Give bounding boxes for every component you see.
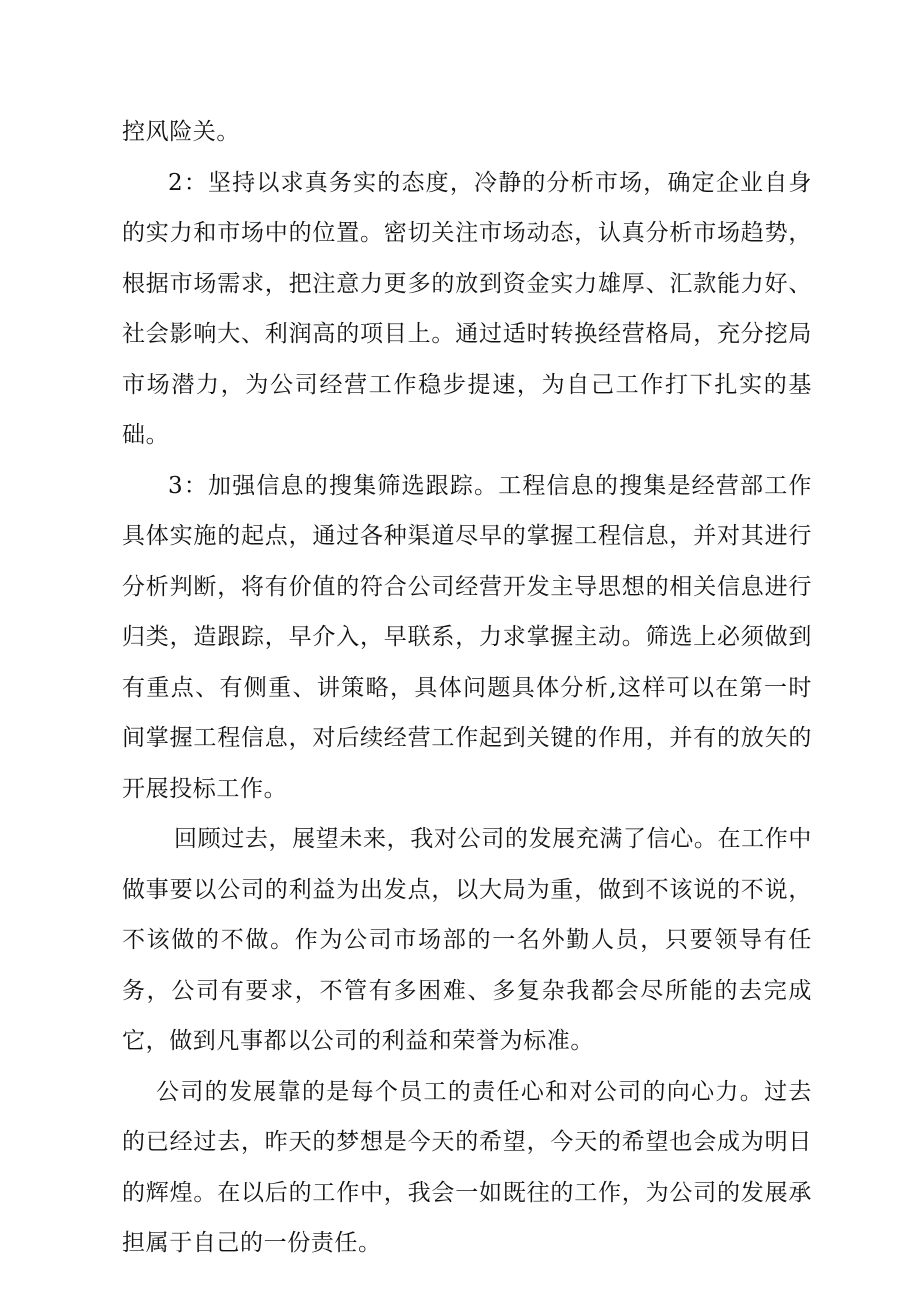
paragraph-conclusion: 公司的发展靠的是每个员工的责任心和对公司的向心力。过去的已经过去，昨天的梦想是今天的希望，今天的希望也会成为明日的辉煌。在以后的工作中，我会一如既往的工作，为公司的发展承担属于自己的一份责任。 — [122, 1078, 812, 1256]
document-body — [122, 107, 812, 1269]
paragraph-point-3: 3：加强信息的搜集筛选跟踪。工程信息的搜集是经营部工作具体实施的起点，通过各种渠道尽早的掌握工程信息，并对其进行分析判断，将有价值的符合公司经营开发主导思想的相关信息进行归类，造跟踪，早介入，早联系，力求掌握主动。筛选上必须做到有重点、有侧重、讲策略，具体问题具体分析,这样可以在第一时间掌握工程信息，对后续经营工作起到关键的作用，并有的放矢的开展投标工作。 — [122, 472, 812, 802]
paragraph-review: 回顾过去，展望未来，我对公司的发展充满了信心。在工作中做事要以公司的利益为出发点，以大局为重，做到不该说的不说，不该做的不做。作为公司市场部的一名外勤人员，只要领导有任务，公司有要求，不管有多困难、多复杂我都会尽所能的去完成它，做到凡事都以公司的利益和荣誉为标准。 — [122, 826, 812, 1054]
paragraph-continuation: 控风险关。 — [122, 119, 240, 145]
paragraph-point-2: 2：坚持以求真务实的态度，冷静的分析市场，确定企业自身的实力和市场中的位置。密切关注市场动态，认真分析市场趋势，根据市场需求，把注意力更多的放到资金实力雄厚、汇款能力好、社会影响大、利润高的项目上。通过适时转换经营格局，充分挖局市场潜力，为公司经营工作稳步提速，为自己工作打下扎实的基础。 — [122, 169, 812, 448]
